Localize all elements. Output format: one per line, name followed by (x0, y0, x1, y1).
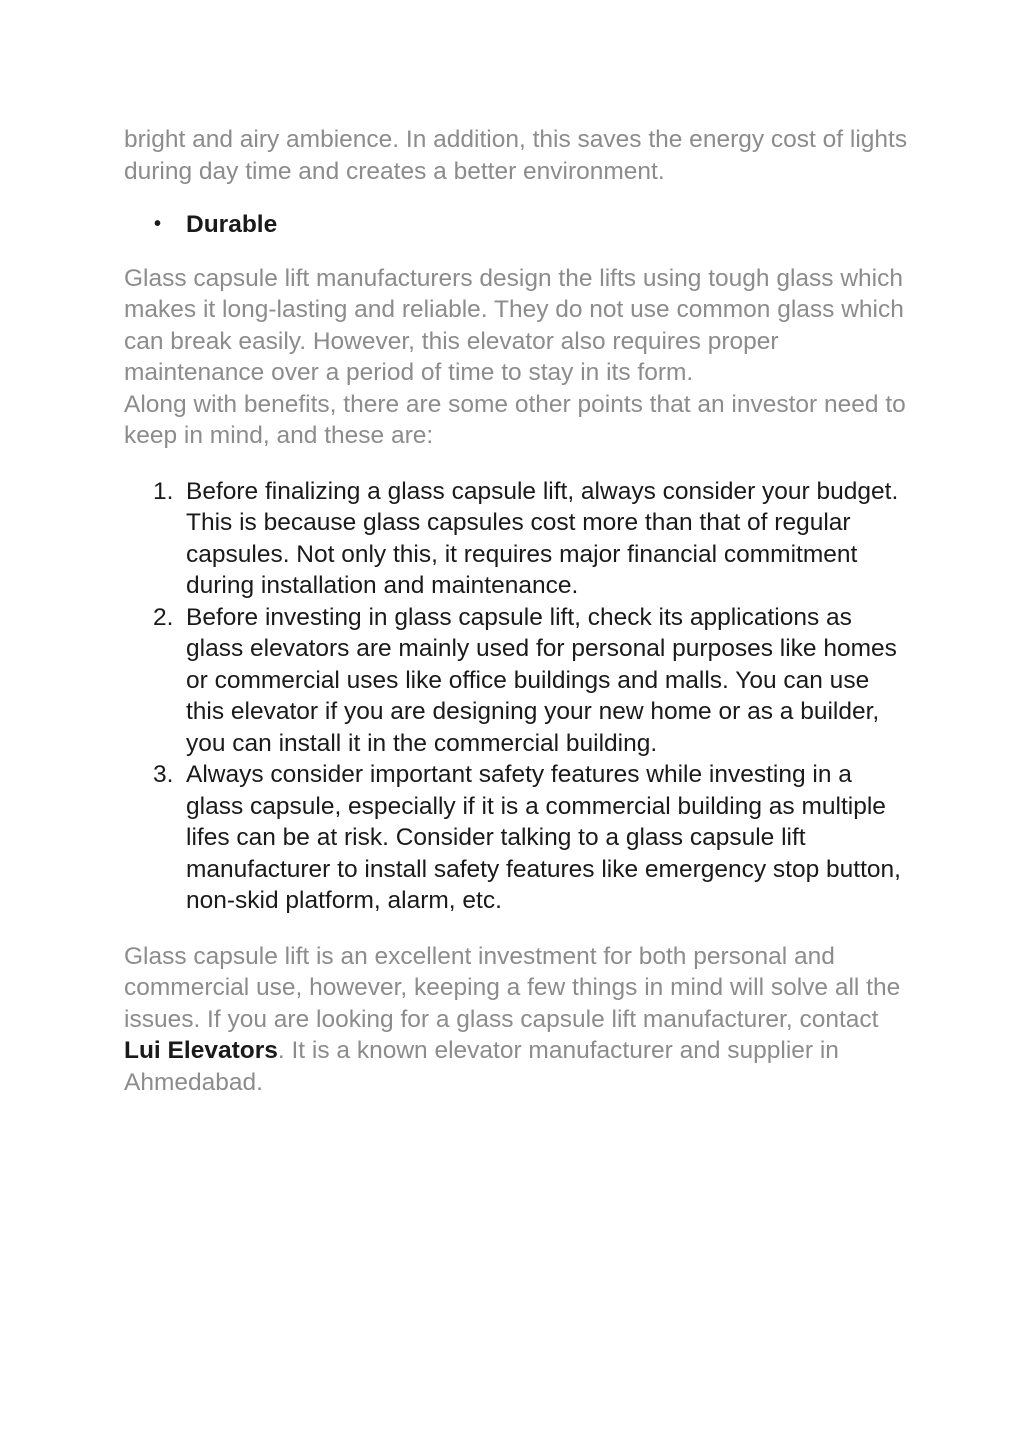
conclusion-paragraph (124, 941, 914, 1099)
list-item (124, 476, 914, 602)
list-item-number: 1. (153, 477, 174, 505)
bullet-label: Durable (186, 211, 278, 238)
bullet-item-durable (124, 209, 914, 241)
bullet-list (124, 209, 914, 241)
list-item-number: 2. (153, 603, 174, 631)
durable-paragraph: Glass capsule lift manufacturers design the lifts using tough glass which makes it long-lasting and reliable. They do not use common glass which can break easily. However, this elevator also requires proper maintenance over a period of time to stay in its form. (124, 264, 904, 386)
bullet-marker: • (154, 213, 162, 235)
list-item (124, 602, 914, 760)
benefits-paragraph: Along with benefits, there are some other points that an investor need to keep in mind, and these are: (124, 390, 906, 449)
brand-name: Lui Elevators (124, 1037, 278, 1064)
list-item-text: Before finalizing a glass capsule lift, always consider your budget. This is because glass capsules cost more than that of regular capsules. Not only this, it requires major financial commitment during installation and maintenance. (186, 477, 899, 599)
points-list (124, 476, 914, 917)
list-item (124, 759, 914, 917)
conclusion-text-before: Glass capsule lift is an excellent investment for both personal and commercial use, however, keeping a few things in mind will solve all the issues. If you are looking for a glass capsule lift manufacturer, contact (124, 942, 901, 1033)
conclusion-text-after: . It is a known elevator manufacturer and supplier in Ahmedabad. (124, 1037, 839, 1096)
list-item-text: Always consider important safety features while investing in a glass capsule, especially if it is a commercial building as multiple lifes can be at risk. Consider talking to a glass capsule lift manufacturer to install safety features like emergency stop button, non-skid platform, alarm, etc. (186, 761, 901, 914)
list-item-text: Before investing in glass capsule lift, check its applications as glass elevators are mainly used for personal purposes like homes or commercial uses like office buildings and malls. You can use this elevator if you are designing your new home or as a builder, you can install it in the commercial building. (186, 603, 897, 757)
list-item-number: 3. (153, 761, 174, 788)
intro-paragraph: bright and airy ambience. In addition, this saves the energy cost of lights during day time and creates a better environment. (124, 126, 908, 185)
document-page (124, 124, 914, 1098)
